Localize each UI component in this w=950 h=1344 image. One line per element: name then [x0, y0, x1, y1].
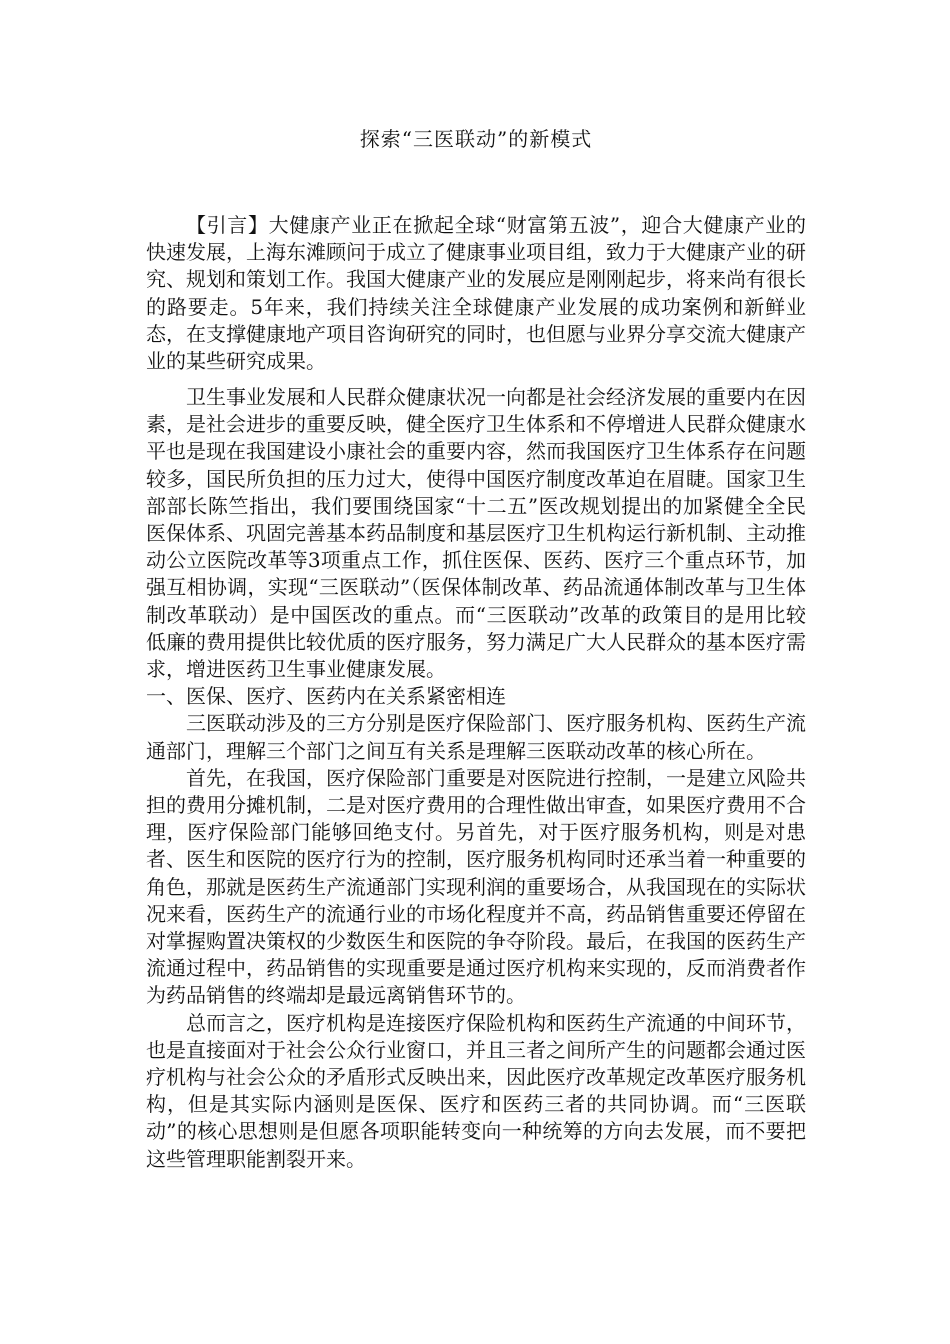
- section-heading-1: 一、医保、医疗、医药内在关系紧密相连: [146, 684, 506, 709]
- page-title: 探索“三医联动”的新模式: [359, 127, 593, 151]
- body-paragraph-1: 卫生事业发展和人民群众健康状况一向都是社会经济发展的重要内在因素，是社会进步的重要反映，健全医疗卫生体系和不停增进人民群众健康水平也是现在我国建设小康社会的重要内容，然而我国医疗卫生体系存在问题较多，国民所负担的压力过大，使得中国医疗制度改革迫在眉睫。国家卫生部部长陈竺指出，我们要围绕国家“十二五”医改规划提出的加紧健全全民医保体系、巩固完善基本药品制度和基层医疗卫生机构运行新机制、主动推动公立医院改革等3项重点工作，抓住医保、医药、医疗三个重点环节，加强互相协调，实现“三医联动”（医保体制改革、药品流通体制改革与卫生体制改革联动）是中国医改的重点。而“三医联动”改革的政策目的是用比较低廉的费用提供比较优质的医疗服务，努力满足广大人民群众的基本医疗需求，增进医药卫生事业健康发展。: [146, 385, 806, 682]
- body-content: [146, 384, 806, 1173]
- body-paragraph-3: 首先，在我国，医疗保险部门重要是对医院进行控制，一是建立风险共担的费用分摊机制，二是对医疗费用的合理性做出审查，如果医疗费用不合理，医疗保险部门能够回绝支付。另首先，对于医疗服务机构，则是对患者、医生和医院的医疗行为的控制，医疗服务机构同时还承当着一种重要的角色，那就是医药生产流通部门实现利润的重要场合，从我国现在的实际状况来看，医药生产的流通行业的市场化程度并不高，药品销售重要还停留在对掌握购置决策权的少数医生和医院的争夺阶段。最后，在我国的医药生产流通过程中，药品销售的实现重要是通过医疗机构来实现的，反而消费者作为药品销售的终端却是最远离销售环节的。: [146, 765, 806, 1008]
- intro-paragraph: 【引言】大健康产业正在掀起全球“财富第五波”，迎合大健康产业的快速发展，上海东滩顾问于成立了健康事业项目组，致力于大健康产业的研究、规划和策划工作。我国大健康产业的发展应是刚刚起步，将来尚有很长的路要走。5年来，我们持续关注全球健康产业发展的成功案例和新鲜业态，在支撑健康地产项目咨询研究的同时，也但愿与业界分享交流大健康产业的某些研究成果。: [146, 213, 806, 374]
- body-paragraph-2: 三医联动涉及的三方分别是医疗保险部门、医疗服务机构、医药生产流通部门，理解三个部门之间互有关系是理解三医联动改革的核心所在。: [146, 711, 806, 763]
- body-paragraph-4: 总而言之，医疗机构是连接医疗保险机构和医药生产流通的中间环节，也是直接面对于社会公众行业窗口，并且三者之间所产生的问题都会通过医疗机构与社会公众的矛盾形式反映出来，因此医疗改革规定改革医疗服务机构，但是其实际内涵则是医保、医疗和医药三者的共同协调。而“三医联动”的核心思想则是但愿各项职能转变向一种统筹的方向去发展，而不要把这些管理职能割裂开来。: [146, 1010, 806, 1171]
